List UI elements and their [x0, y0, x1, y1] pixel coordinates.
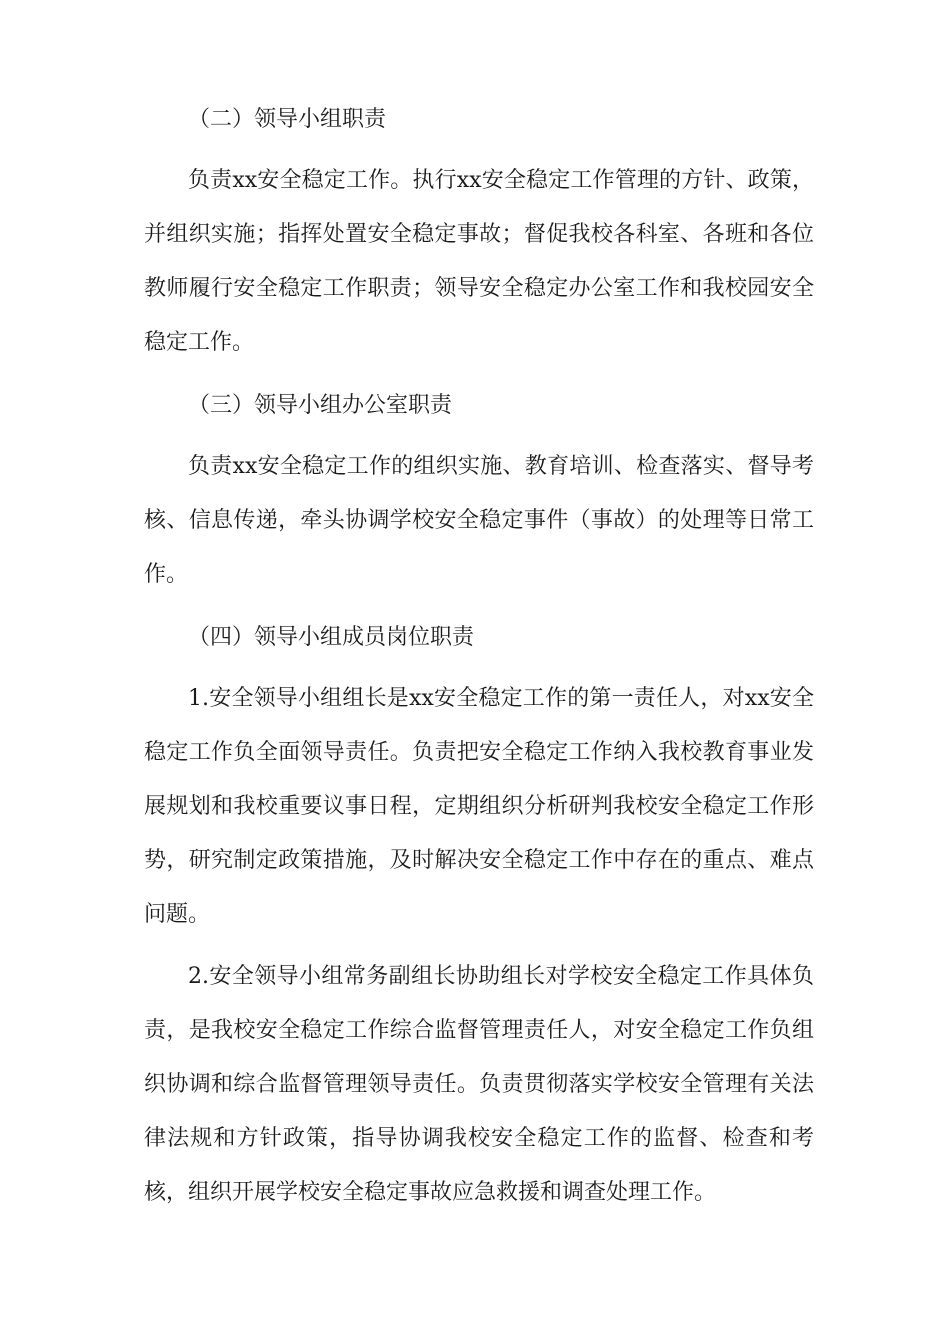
section-heading-3: （三）领导小组办公室职责 [188, 393, 453, 418]
section-3-paragraph-1: 负责xx安全稳定工作的组织实施、教育培训、检查落实、督导考核、信息传递，牵头协调学校安全稳定事件（事故）的处理等日常工作。 [144, 454, 814, 587]
section-heading-2: （二）领导小组职责 [188, 107, 387, 132]
section-heading-4: （四）领导小组成员岗位职责 [188, 625, 475, 650]
section-2-paragraph-1: 负责xx安全稳定工作。执行xx安全稳定工作管理的方针、政策，并组织实施；指挥处置安全稳定事故；督促我校各科室、各班和各位教师履行安全稳定工作职责；领导安全稳定办公室工作和我校园安全稳定工作。 [144, 168, 814, 355]
section-4-paragraph-1: 1.安全领导小组组长是xx安全稳定工作的第一责任人，对xx安全稳定工作负全面领导责任。负责把安全稳定工作纳入我校教育事业发展规划和我校重要议事日程，定期组织分析研判我校安全稳定工作形势，研究制定政策措施，及时解决安全稳定工作中存在的重点、难点问题。 [144, 686, 814, 927]
document-page [144, 92, 814, 1228]
section-4-paragraph-2: 2.安全领导小组常务副组长协助组长对学校安全稳定工作具体负责，是我校安全稳定工作综合监督管理责任人，对安全稳定工作负组织协调和综合监督管理领导责任。负责贯彻落实学校安全管理有关法律法规和方针政策，指导协调我校安全稳定工作的监督、检查和考核，组织开展学校安全稳定事故应急救援和调查处理工作。 [144, 964, 814, 1205]
